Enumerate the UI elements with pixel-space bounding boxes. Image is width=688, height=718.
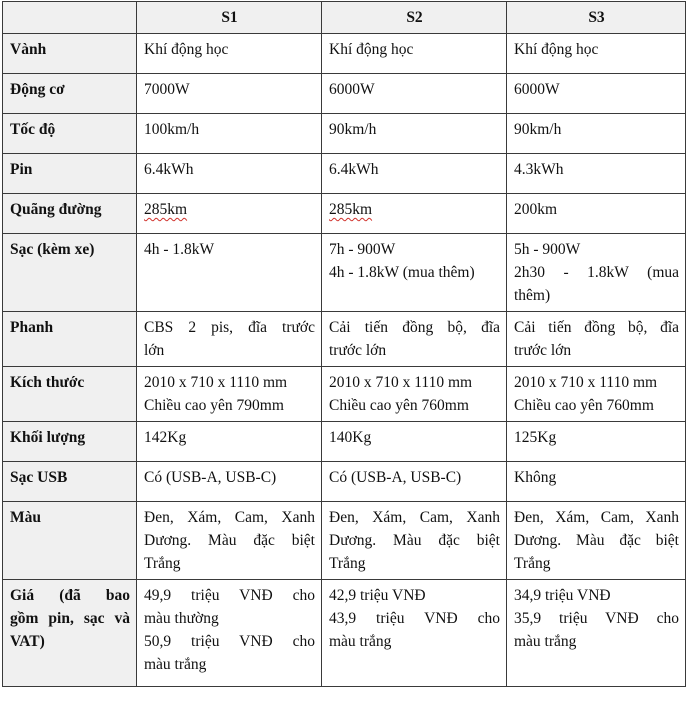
cell-line: 285km: [329, 201, 373, 218]
cell-line: Dương. Màu đặc biệt: [514, 532, 679, 549]
cell-line: Cải tiến đồng bộ, đĩa: [329, 319, 500, 336]
cell-line: Đen, Xám, Cam, Xanh: [144, 509, 315, 526]
cell-s3-brake: [507, 312, 686, 367]
row-label-line: Giá (đã bao: [10, 587, 130, 604]
cell-s3-dimensions: [507, 367, 686, 422]
cell-line: Khí động học: [329, 41, 414, 58]
cell-line: 90km/h: [514, 121, 562, 138]
cell-s2-battery: [322, 154, 507, 194]
cell-line: Dương. Màu đặc biệt: [329, 532, 500, 549]
cell-line: thêm): [514, 287, 551, 304]
cell-line: 6.4kWh: [329, 161, 379, 178]
cell-line: 2010 x 710 x 1110 mm: [144, 374, 288, 391]
header-s2: S2: [322, 2, 507, 34]
row-label: Kích thước: [3, 367, 137, 422]
cell-s2-rim: [322, 34, 507, 74]
cell-line: 4h - 1.8kW: [144, 241, 215, 258]
cell-s3-charger: [507, 234, 686, 312]
cell-line: 49,9 triệu VNĐ cho: [144, 587, 315, 604]
header-s1: S1: [137, 2, 322, 34]
cell-line: Trắng: [144, 555, 181, 572]
cell-line: 4h - 1.8kW (mua thêm): [329, 264, 475, 281]
row-rim: [3, 34, 686, 74]
row-label: Động cơ: [3, 74, 137, 114]
cell-s2-usb-charging: [322, 462, 507, 502]
row-label-line: gồm pin, sạc và: [10, 610, 130, 627]
cell-line: 5h - 900W: [514, 241, 581, 258]
cell-line: Khí động học: [514, 41, 599, 58]
cell-line: 6.4kWh: [144, 161, 194, 178]
cell-line: 7h - 900W: [329, 241, 396, 258]
row-label: Màu: [3, 502, 137, 580]
cell-line: Trắng: [514, 555, 551, 572]
header-s3: S3: [507, 2, 686, 34]
row-label: Pin: [3, 154, 137, 194]
row-dimensions: [3, 367, 686, 422]
cell-line: màu trắng: [329, 633, 392, 650]
cell-s2-price: [322, 580, 507, 687]
row-label: Quãng đường: [3, 194, 137, 234]
cell-line: màu thường: [144, 610, 219, 627]
cell-s3-usb-charging: [507, 462, 686, 502]
cell-line: 285km: [144, 201, 188, 218]
cell-s2-charger: [322, 234, 507, 312]
cell-line: 125Kg: [514, 429, 557, 446]
cell-s3-speed: [507, 114, 686, 154]
cell-line: Có (USB-A, USB-C): [329, 469, 462, 486]
cell-s3-weight: [507, 422, 686, 462]
cell-s1-price: [137, 580, 322, 687]
cell-line: Đen, Xám, Cam, Xanh: [514, 509, 679, 526]
cell-s1-motor: [137, 74, 322, 114]
header-corner-cell: [3, 2, 137, 34]
cell-line: Không: [514, 469, 557, 486]
row-label: Khối lượng: [3, 422, 137, 462]
cell-s2-dimensions: [322, 367, 507, 422]
cell-s1-brake: [137, 312, 322, 367]
row-motor: [3, 74, 686, 114]
cell-s2-brake: [322, 312, 507, 367]
cell-line: trước lớn: [514, 342, 572, 359]
cell-line: 90km/h: [329, 121, 377, 138]
row-charger: [3, 234, 686, 312]
cell-line: Có (USB-A, USB-C): [144, 469, 277, 486]
row-brake: [3, 312, 686, 367]
cell-line: Đen, Xám, Cam, Xanh: [329, 509, 500, 526]
row-range: [3, 194, 686, 234]
cell-s2-motor: [322, 74, 507, 114]
cell-line: CBS 2 pis, đĩa trước: [144, 319, 315, 336]
cell-s1-battery: [137, 154, 322, 194]
cell-line: Chiều cao yên 760mm: [514, 397, 654, 414]
cell-line: Trắng: [329, 555, 366, 572]
cell-line: Chiều cao yên 760mm: [329, 397, 469, 414]
cell-line: 142Kg: [144, 429, 187, 446]
cell-s2-weight: [322, 422, 507, 462]
cell-line: 2h30 - 1.8kW (mua: [514, 264, 679, 281]
cell-line: 140Kg: [329, 429, 372, 446]
cell-line: 34,9 triệu VNĐ: [514, 587, 611, 604]
row-price: [3, 580, 686, 687]
cell-line: 6000W: [514, 81, 560, 98]
cell-line: màu trắng: [514, 633, 577, 650]
cell-line: Cải tiến đồng bộ, đĩa: [514, 319, 679, 336]
cell-s1-color: [137, 502, 322, 580]
cell-s1-rim: [137, 34, 322, 74]
spec-table-body: [3, 34, 686, 687]
cell-s1-range: [137, 194, 322, 234]
cell-s1-usb-charging: [137, 462, 322, 502]
cell-s1-dimensions: [137, 367, 322, 422]
cell-s1-charger: [137, 234, 322, 312]
cell-s2-speed: [322, 114, 507, 154]
cell-line: 2010 x 710 x 1110 mm: [329, 374, 473, 391]
cell-line: 100km/h: [144, 121, 200, 138]
spec-comparison-table: [2, 1, 686, 687]
cell-line: 35,9 triệu VNĐ cho: [514, 610, 679, 627]
cell-line: lớn: [144, 342, 165, 359]
cell-line: 42,9 triệu VNĐ: [329, 587, 426, 604]
cell-s1-speed: [137, 114, 322, 154]
cell-line: 200km: [514, 201, 558, 218]
cell-line: 43,9 triệu VNĐ cho: [329, 610, 500, 627]
row-label: Phanh: [3, 312, 137, 367]
row-label: Vành: [3, 34, 137, 74]
row-label-line: VAT): [10, 633, 45, 650]
row-weight: [3, 422, 686, 462]
cell-line: 7000W: [144, 81, 190, 98]
cell-line: 2010 x 710 x 1110 mm: [514, 374, 658, 391]
row-color: [3, 502, 686, 580]
row-label: [3, 580, 137, 687]
cell-line: 6000W: [329, 81, 375, 98]
row-label: Sạc USB: [3, 462, 137, 502]
row-speed: [3, 114, 686, 154]
cell-s3-range: [507, 194, 686, 234]
row-usb-charging: [3, 462, 686, 502]
cell-line: Dương. Màu đặc biệt: [144, 532, 315, 549]
cell-s3-motor: [507, 74, 686, 114]
cell-line: 50,9 triệu VNĐ cho: [144, 633, 315, 650]
header-row: [3, 2, 686, 34]
cell-line: màu trắng: [144, 656, 207, 673]
row-label: Sạc (kèm xe): [3, 234, 137, 312]
cell-line: Khí động học: [144, 41, 229, 58]
cell-line: trước lớn: [329, 342, 387, 359]
row-battery: [3, 154, 686, 194]
cell-s3-rim: [507, 34, 686, 74]
row-label: Tốc độ: [3, 114, 137, 154]
cell-line: Chiều cao yên 790mm: [144, 397, 284, 414]
cell-s2-color: [322, 502, 507, 580]
cell-line: 4.3kWh: [514, 161, 564, 178]
cell-s3-color: [507, 502, 686, 580]
cell-s3-battery: [507, 154, 686, 194]
cell-s2-range: [322, 194, 507, 234]
cell-s1-weight: [137, 422, 322, 462]
cell-s3-price: [507, 580, 686, 687]
